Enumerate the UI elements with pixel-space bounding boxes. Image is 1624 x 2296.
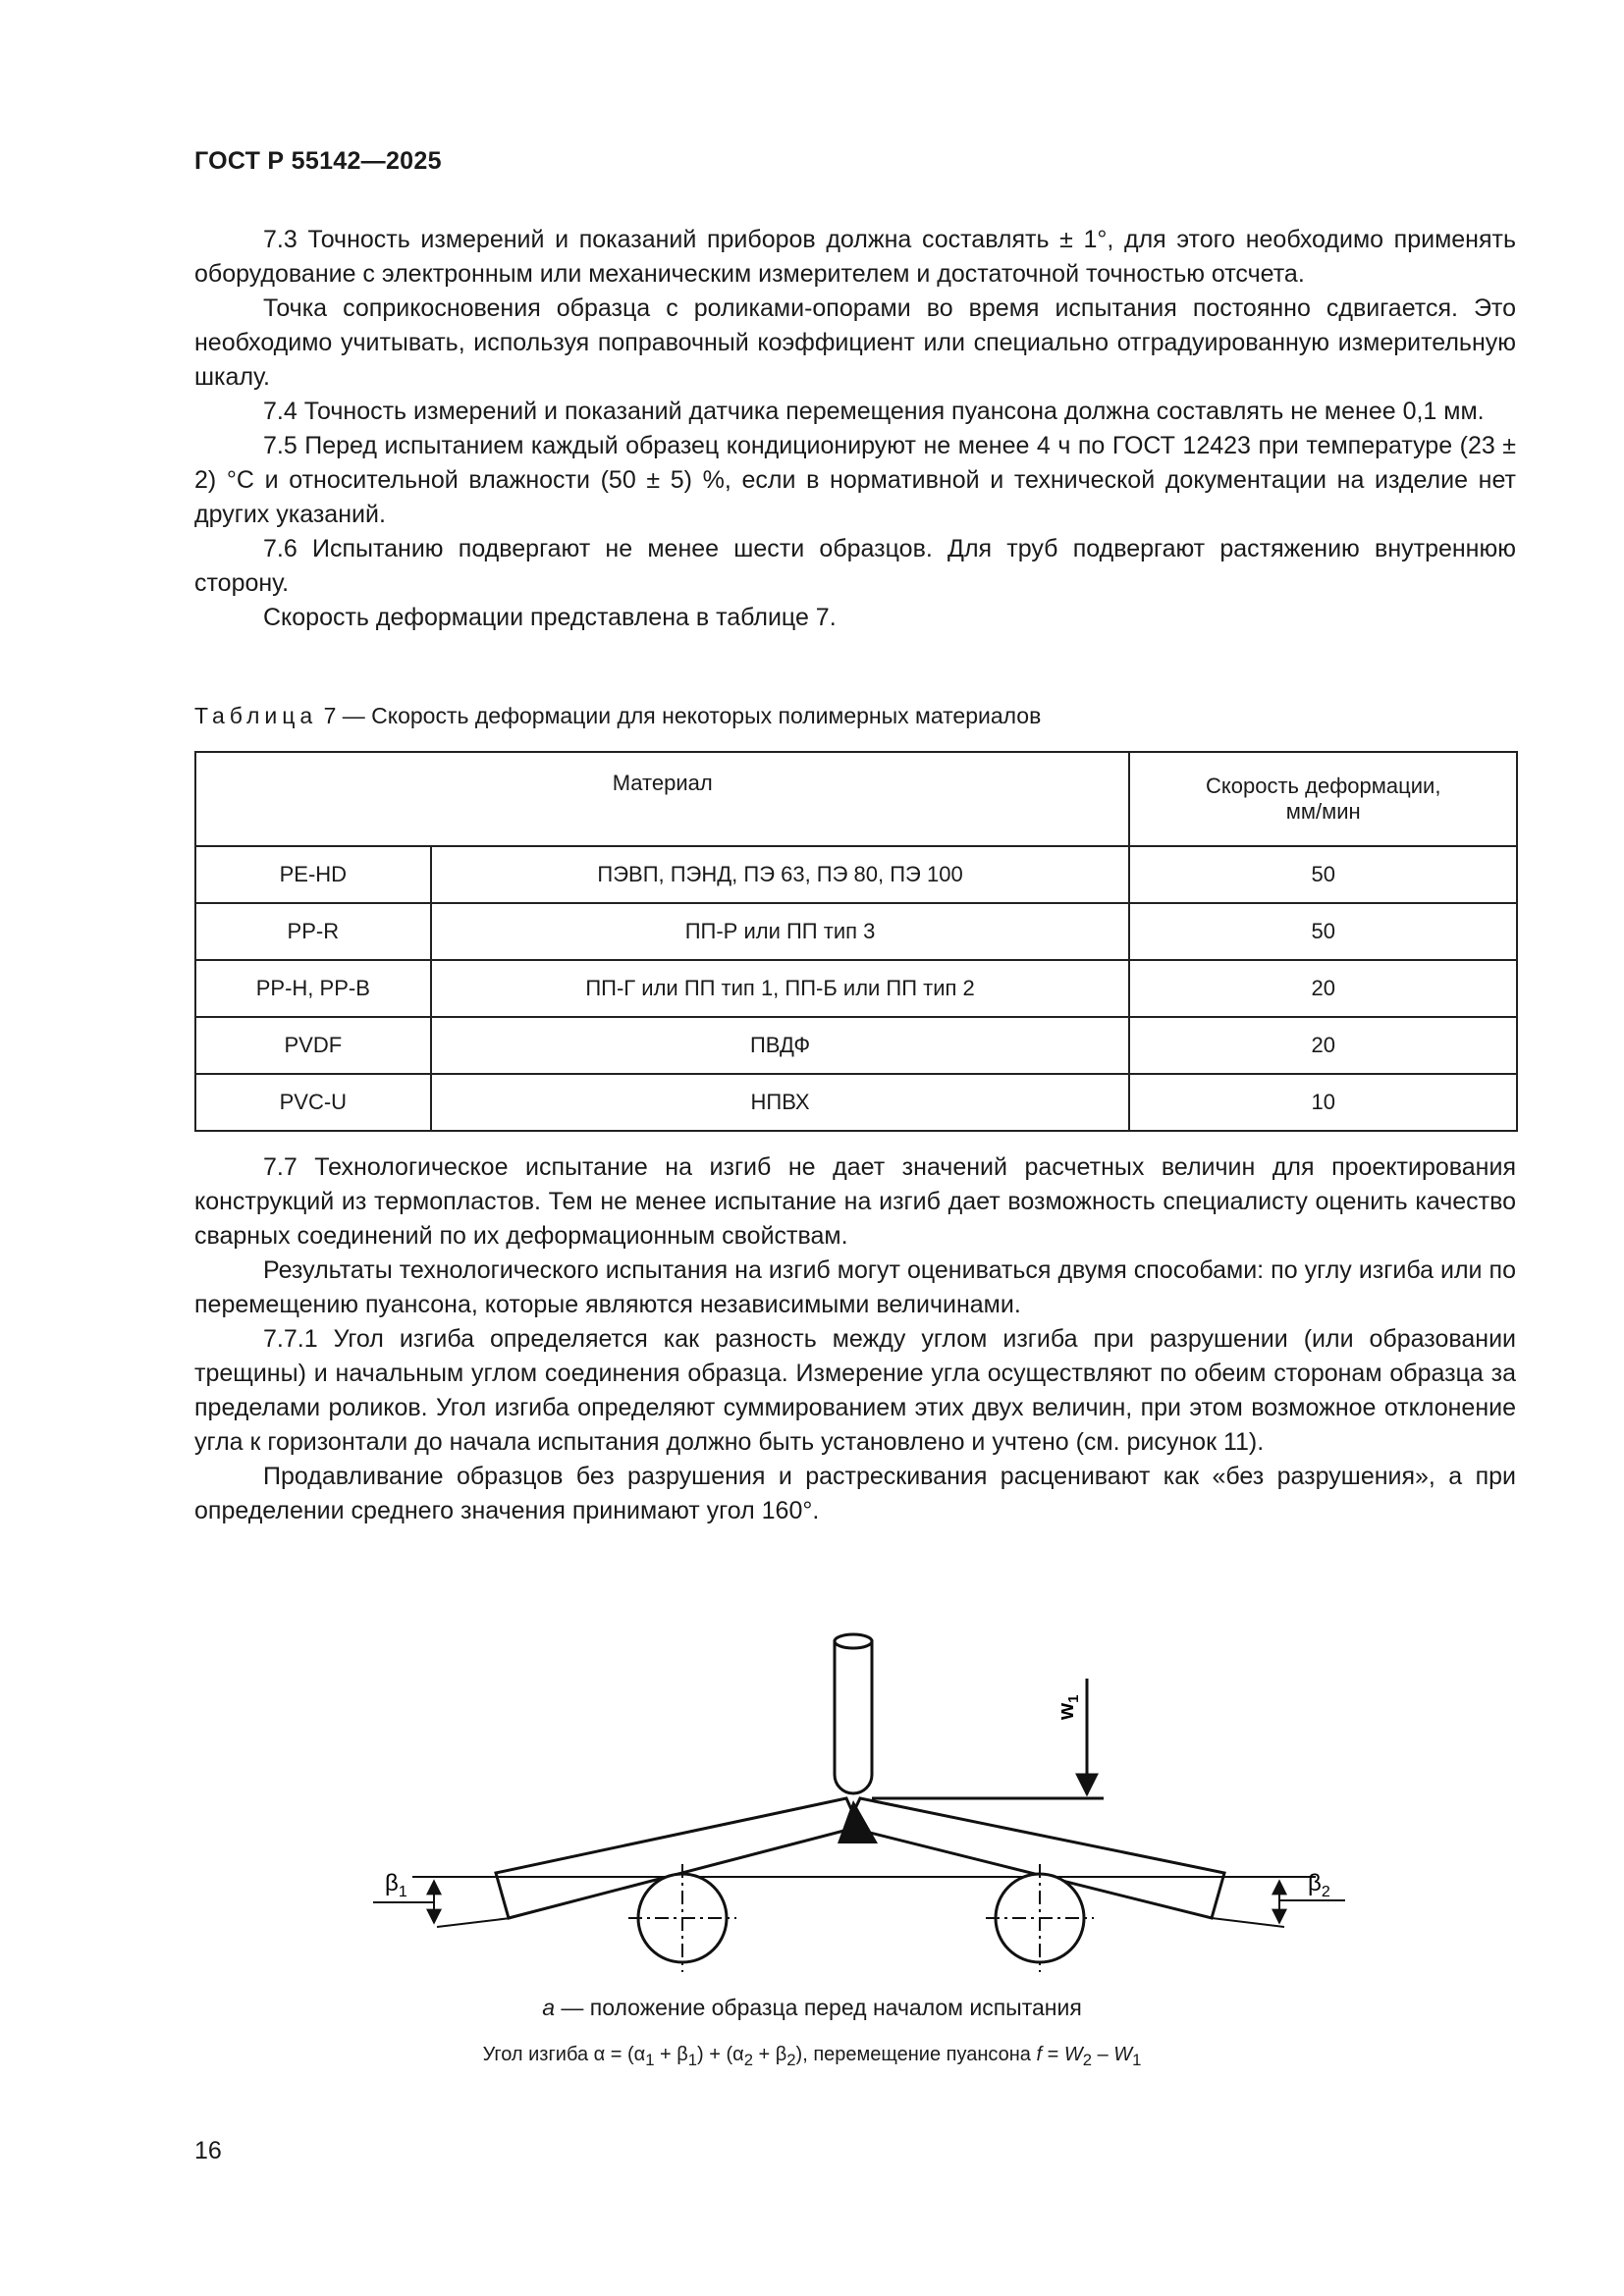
text-section-top: [194, 223, 1516, 635]
table-row: [195, 903, 1517, 960]
material-name: НПВХ: [431, 1074, 1130, 1131]
deformation-speed: 20: [1129, 1017, 1517, 1074]
paragraph-table-ref: Скорость деформации представлена в таблице 7.: [263, 604, 837, 631]
deformation-speed: 50: [1129, 903, 1517, 960]
page-number: 16: [194, 2137, 222, 2164]
beta2-label: $\beta_2$: [1308, 1870, 1330, 1900]
deformation-speed-table: [194, 751, 1518, 1132]
paragraph-7-6: 7.6 Испытанию подвергают не менее шести образцов. Для труб подвергают растяжению внутреннюю сторону.: [194, 535, 1516, 597]
paragraph-7-3: 7.3 Точность измерений и показаний приборов должна составлять ± 1°, для этого необходимо применять оборудование с электронным или механическим измерителем и достаточной точностью отсчета.: [194, 226, 1516, 288]
deformation-speed: 50: [1129, 846, 1517, 903]
material-code: PE-HD: [195, 846, 431, 903]
deformation-speed: 20: [1129, 960, 1517, 1017]
material-name: ПП-Г или ПП тип 1, ПП-Б или ПП тип 2: [431, 960, 1130, 1017]
header-speed-line2: мм/мин: [1285, 799, 1361, 824]
table-caption: [194, 703, 1041, 729]
beta2-slope-line: [1212, 1918, 1284, 1927]
paragraph-no-failure: Продавливание образцов без разрушения и растрескивания расценивают как «без разрушения», а при определении среднего значения принимают угол 160°.: [194, 1463, 1516, 1524]
figure-caption-text: — положение образца перед началом испытания: [554, 1995, 1082, 2020]
paragraph-7-5: 7.5 Перед испытанием каждый образец кондиционируют не менее 4 ч по ГОСТ 12423 при температуре (23 ± 2) °С и относительной влажности (50 ± 5) %, если в нормативной и технической документации на изделие нет других указаний.: [194, 432, 1516, 528]
figure-formula: Угол изгиба $\alpha = (\alpha_1 + \beta_1) + (\alpha_2 + \beta_2)$, перемещение пуансона $f = W_2 - W_1$: [482, 2044, 1142, 2069]
beta1-label: $\beta_1$: [385, 1870, 407, 1900]
table-header-row: [195, 752, 1517, 846]
material-name: ПЭВП, ПЭНД, ПЭ 63, ПЭ 80, ПЭ 100: [431, 846, 1130, 903]
material-code: PP-R: [195, 903, 431, 960]
paragraph-7-7: 7.7 Технологическое испытание на изгиб не дает значений расчетных величин для проектирования конструкций из термопластов. Тем не менее испытание на изгиб дает возможность специалисту оценить качество сварных соединений по их деформационным свойствам.: [194, 1153, 1516, 1250]
material-name: ПВДФ: [431, 1017, 1130, 1074]
table-row: [195, 846, 1517, 903]
w1-label: $w_1$: [1054, 1694, 1082, 1720]
paragraph-7-7-1: 7.7.1 Угол изгиба определяется как разность между углом изгиба при разрушении (или образовании трещины) и начальным углом соединения образца. Измерение угла осуществляют по обеим сторонам образца за пределами роликов. Угол изгиба определяют суммированием этих двух величин, при этом возможное отклонение угла к горизонтали до начала испытания должно быть установлено и учтено (см. рисунок 11).: [194, 1325, 1516, 1456]
material-code: PP-H, PP-B: [195, 960, 431, 1017]
document-header: ГОСТ Р 55142—2025: [194, 147, 442, 175]
figure-caption-letter: а: [542, 1995, 555, 2020]
header-speed-line1: Скорость деформации,: [1206, 774, 1441, 798]
deformation-speed: 10: [1129, 1074, 1517, 1131]
material-code: PVC-U: [195, 1074, 431, 1131]
header-material: Материал: [195, 752, 1129, 846]
table-row: [195, 1074, 1517, 1131]
table-caption-text: 7 — Скорость деформации для некоторых полимерных материалов: [317, 703, 1042, 728]
table-row: [195, 1017, 1517, 1074]
beta1-slope-line: [437, 1918, 511, 1927]
material-name: ПП-Р или ПП тип 3: [431, 903, 1130, 960]
figure-caption: [0, 1995, 1624, 2021]
paragraph-7-4: 7.4 Точность измерений и показаний датчика перемещения пуансона должна составлять не менее 0,1 мм.: [263, 398, 1485, 425]
paragraph-results: Результаты технологического испытания на изгиб могут оцениваться двумя способами: по углу изгиба или по перемещению пуансона, которые являются независимыми величинами.: [194, 1256, 1516, 1318]
material-code: PVDF: [195, 1017, 431, 1074]
punch-top: [835, 1634, 872, 1648]
paragraph-contact-point: Точка соприкосновения образца с роликами-опорами во время испытания постоянно сдвигается. Это необходимо учитывать, используя поправочный коэффициент или специально отградуированную измерительную шкалу.: [194, 294, 1516, 391]
punch: [835, 1641, 872, 1793]
table-row: [195, 960, 1517, 1017]
text-section-bottom: [194, 1150, 1516, 1528]
header-speed: [1129, 752, 1517, 846]
table-caption-prefix: Таблица: [194, 703, 318, 728]
